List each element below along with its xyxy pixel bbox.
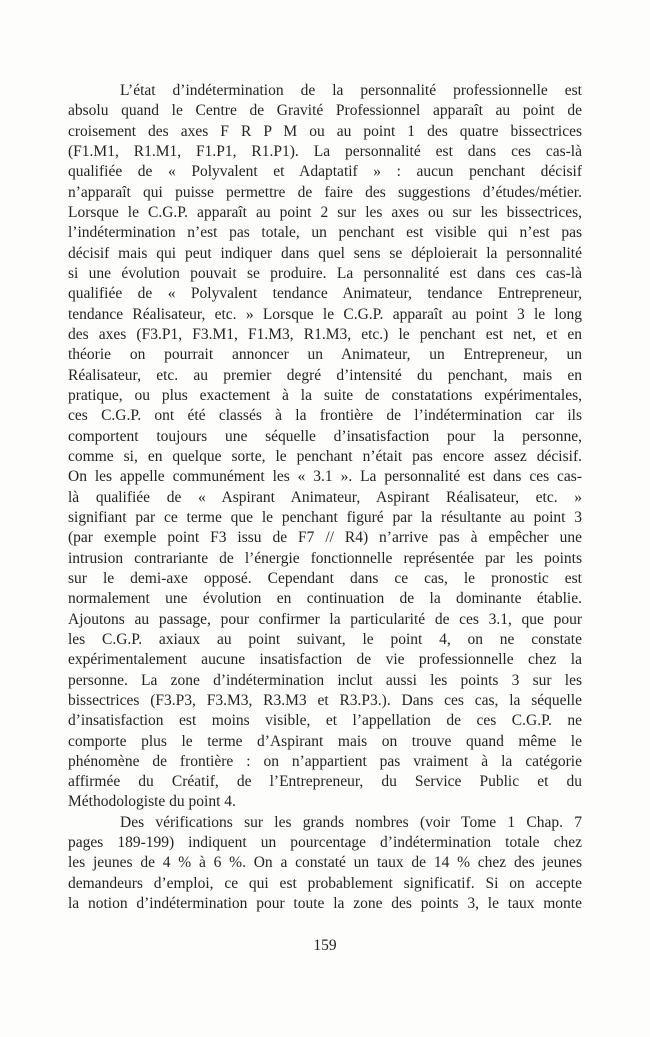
text-line: des axes (F3.P1, F3.M1, F1.M3, R1.M3, etc.) le penchant est net, et en: [68, 325, 582, 343]
body-text: [68, 81, 582, 914]
text-line: On les appelle communément les « 3.1 ». La personnalité est dans ces cas-: [68, 468, 582, 486]
text-line: si une évolution pouvait se produire. La personnalité est dans ces cas-là: [68, 264, 582, 282]
text-line: ces C.G.P. ont été classés à la frontière de l’indétermination car ils: [68, 407, 582, 425]
text-line: les jeunes de 4 % à 6 %. On a constaté un taux de 14 % chez des jeunes: [68, 854, 582, 872]
text-line: Lorsque le C.G.P. apparaît au point 2 sur les axes ou sur les bissectrices,: [68, 203, 582, 221]
text-line: affirmée du Créatif, de l’Entrepreneur, du Service Public et du: [68, 773, 582, 791]
text-line: sur le demi-axe opposé. Cependant dans ce cas, le pronostic est: [68, 569, 582, 587]
text-line: phénomène de frontière : on n’appartient pas vraiment à la catégorie: [68, 752, 582, 770]
paragraph: [68, 813, 582, 915]
text-line: absolu quand le Centre de Gravité Professionnel apparaît au point de: [68, 102, 582, 120]
text-line: L’état d’indétermination de la personnalité professionnelle est: [120, 82, 582, 99]
text-line: théorie on pourrait annoncer un Animateur, un Entrepreneur, un: [68, 346, 582, 364]
text-line: tendance Réalisateur, etc. » Lorsque le C.G.P. apparaît au point 3 le long: [68, 305, 582, 323]
text-line: (par exemple point F3 issu de F7 // R4) n’arrive pas à empêcher une: [68, 529, 582, 547]
text-line: personne. La zone d’indétermination inclut aussi les points 3 sur les: [68, 671, 582, 689]
text-line: bissectrices (F3.P3, F3.M3, R3.M3 et R3.P3.). Dans ces cas, la séquelle: [68, 691, 582, 709]
text-line: n’apparaît qui puisse permettre de faire des suggestions d’études/métier.: [68, 183, 582, 201]
text-line: l’indétermination n’est pas totale, un penchant est visible qui n’est pas: [68, 224, 582, 242]
text-line: comportent toujours une séquelle d’insatisfaction pour la personne,: [68, 427, 582, 445]
text-line: décisif mais qui peut indiquer dans quel sens se déploierait la personnalité: [68, 244, 582, 262]
text-line: la notion d’indétermination pour toute la zone des points 3, le taux monte: [68, 895, 582, 913]
text-line: (F1.M1, R1.M1, F1.P1, R1.P1). La personnalité est dans ces cas-là: [68, 142, 582, 160]
text-line: signifiant par ce terme que le penchant figuré par la résultante au point 3: [68, 508, 582, 526]
text-line: croisement des axes F R P M ou au point 1 des quatre bissectrices: [68, 122, 582, 140]
text-line: expérimentalement aucune insatisfaction de vie professionnelle chez la: [68, 651, 582, 669]
text-line: intrusion contrariante de l’énergie fonctionnelle représentée par les points: [68, 549, 582, 567]
text-line: pratique, ou plus exactement à la suite de constatations expérimentales,: [68, 386, 582, 404]
text-line: qualifiée de « Polyvalent et Adaptatif » : aucun penchant décisif: [68, 163, 582, 181]
text-line: normalement une évolution en continuation de la dominante établie.: [68, 590, 582, 608]
text-line: pages 189-199) indiquent un pourcentage d’indétermination totale chez: [68, 834, 582, 852]
text-line: qualifiée de « Polyvalent tendance Animateur, tendance Entrepreneur,: [68, 285, 582, 303]
text-line: comme si, en quelque sorte, le penchant n’était pas encore assez décisif.: [68, 447, 582, 465]
text-line: demandeurs d’emploi, ce qui est probablement significatif. Si on accepte: [68, 874, 582, 892]
text-line: d’insatisfaction est moins visible, et l’appellation de ces C.G.P. ne: [68, 712, 582, 730]
text-line: là qualifiée de « Aspirant Animateur, Aspirant Réalisateur, etc. »: [68, 488, 582, 506]
paragraph: [68, 81, 582, 813]
text-line: Réalisateur, etc. au premier degré d’intensité du penchant, mais en: [68, 366, 582, 384]
text-line: comporte plus le terme d’Aspirant mais on trouve quand même le: [68, 732, 582, 750]
text-line: Des vérifications sur les grands nombres (voir Tome 1 Chap. 7: [120, 813, 582, 831]
text-line: les C.G.P. axiaux au point suivant, le point 4, on ne constate: [68, 630, 582, 648]
text-line: Méthodologiste du point 4.: [68, 793, 236, 811]
page-number: 159: [313, 937, 337, 954]
text-line: Ajoutons au passage, pour confirmer la particularité de ces 3.1, que pour: [68, 610, 582, 628]
